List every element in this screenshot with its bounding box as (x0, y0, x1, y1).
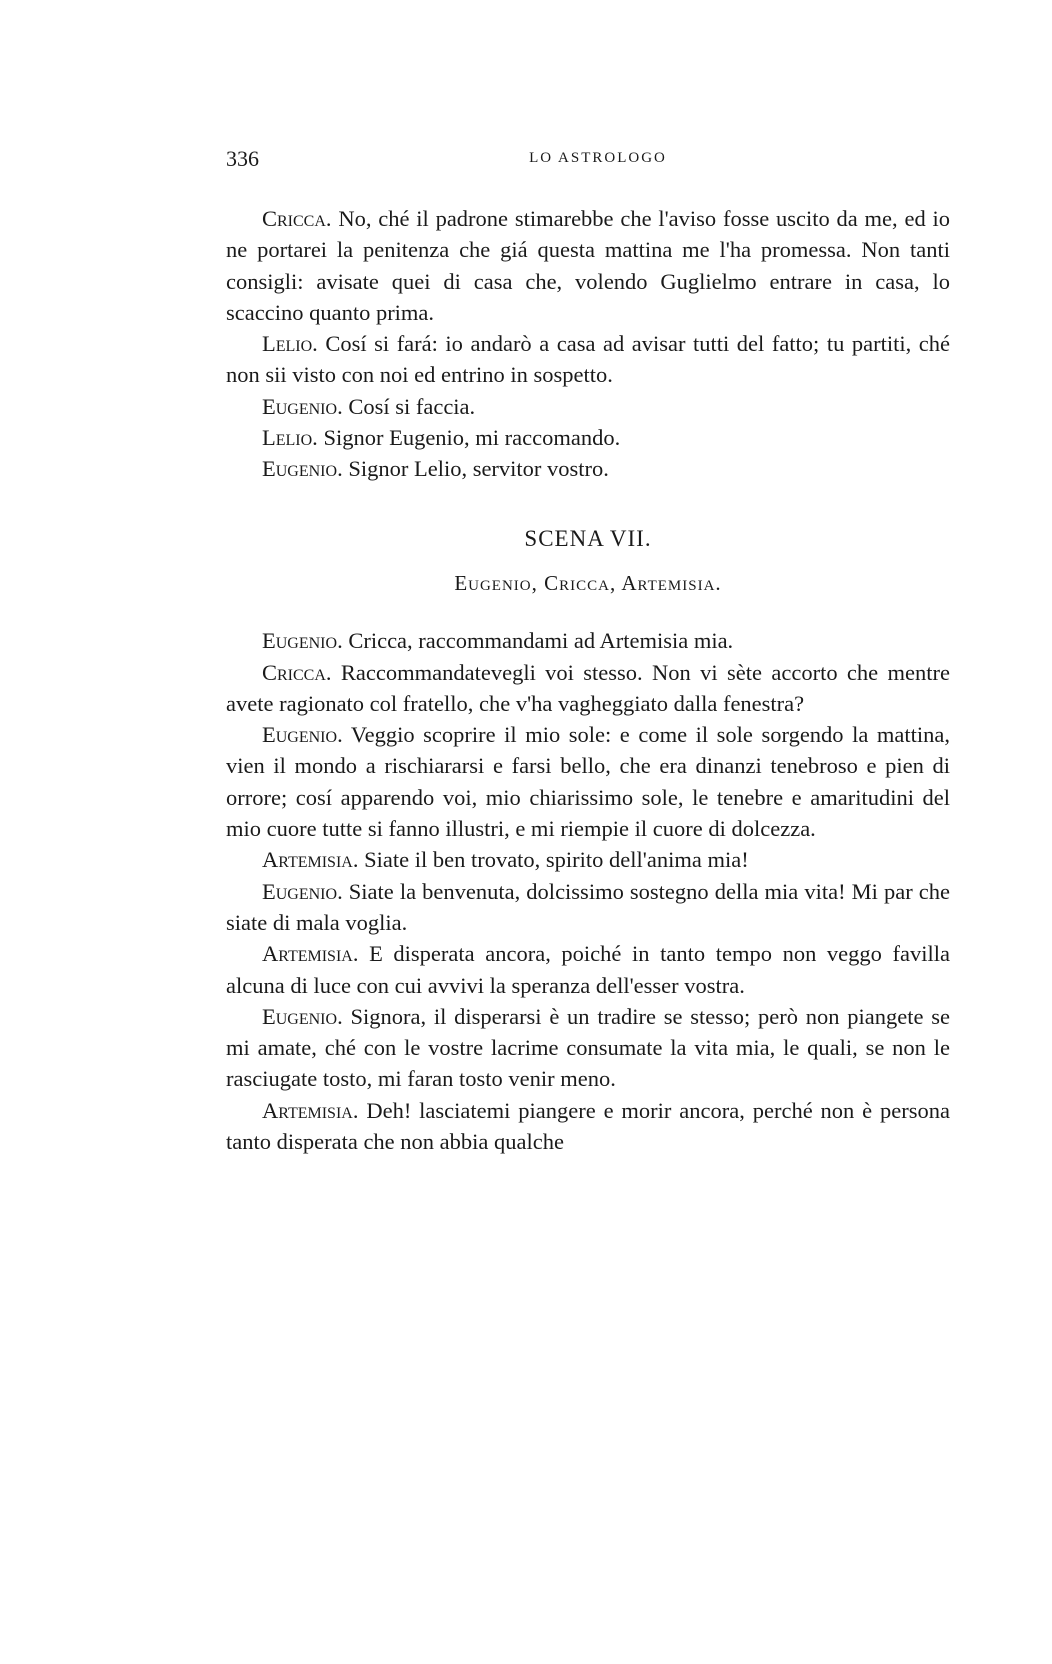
running-title: LO ASTROLOGO (529, 150, 667, 166)
speaker-name: Lelio. (262, 331, 318, 357)
scene-characters: Eugenio, Cricca, Artemisia. (454, 570, 722, 595)
dialogue-line (226, 938, 950, 1001)
speaker-name: Lelio. (262, 425, 318, 451)
speech-text: Veggio scoprire il mio sole: e come il sole sorgendo la mattina, vien il mondo a rischiararsi e farsi bello, che era dinanzi tenebroso e pien di orrore; cosí apparendo voi, mio chiarissimo sole, le tenebre e amaritudini del mio cuore tutte si fanno illustri, e mi riempie il cuore di dolcezza. (226, 722, 950, 842)
scene-heading: SCENA VII. (524, 525, 652, 551)
speech-text: E disperata ancora, poiché in tanto tempo non veggo favilla alcuna di luce con cui avvivi la speranza dell'esser vostra. (226, 941, 950, 998)
dialogue-line (226, 876, 950, 939)
speaker-name: Artemisia. (262, 1097, 359, 1123)
speech-text: Cricca, raccommandami ad Artemisia mia. (342, 628, 734, 654)
page-number: 336 (226, 146, 259, 171)
speech-text: Cosí si fará: io andarò a casa ad avisar tutti del fatto; tu partiti, ché non sii visto con noi ed entrino in sospetto. (226, 331, 950, 388)
dialogue-line (226, 391, 950, 422)
dialogue-line (226, 625, 950, 656)
speech-text: Siate la benvenuta, dolcissimo sostegno della mia vita! Mi par che siate di mala voglia. (226, 878, 950, 935)
page-header (226, 146, 950, 176)
speaker-name: Eugenio. (262, 456, 343, 482)
dialogue-line (226, 328, 950, 391)
speaker-name: Eugenio. (262, 393, 343, 419)
speaker-name: Eugenio. (262, 1003, 343, 1029)
dialogue-line (226, 657, 950, 720)
dialogue-line (226, 844, 950, 875)
speaker-name: Cricca. (262, 206, 332, 231)
speaker-name: Eugenio. (262, 628, 343, 654)
dialogue-line (226, 1095, 950, 1158)
dialogue-line (226, 422, 950, 453)
speaker-name: Eugenio. (262, 878, 343, 904)
dialogue-line (226, 453, 950, 484)
speech-text: Signor Eugenio, mi raccomando. (317, 425, 621, 451)
speech-text: Deh! lasciatemi piangere e morir ancora, perché non è persona tanto disperata che non abbia qualche (226, 1097, 950, 1155)
speaker-name: Cricca. (262, 659, 332, 685)
speech-text: Siate il ben trovato, spirito dell'anima mia! (358, 847, 749, 873)
page-body (226, 203, 950, 1157)
speech-text: Signor Lelio, servitor vostro. (342, 456, 609, 482)
speech-text: No, ché il padrone stimarebbe che l'aviso fosse uscito da me, ed io ne portarei la penitenza che giá questa mattina me l'ha promessa. Non tanti consigli: avisate quei di casa che, volendo Guglielmo entrare in casa, lo scaccino quanto prima. (226, 206, 950, 325)
speech-text: Cosí si faccia. (342, 393, 476, 419)
speaker-name: Eugenio. (262, 722, 343, 748)
speech-text: Signora, il disperarsi è un tradire se stesso; però non piangete se mi amate, ché con le vostre lacrime consumate la vita mia, le quali, se non le rasciugate tosto, mi faran tosto venir meno. (226, 1003, 950, 1092)
speaker-name: Artemisia. (262, 847, 359, 873)
dialogue-line (226, 1001, 950, 1095)
speech-text: Raccommandatevegli voi stesso. Non vi sète accorto che mentre avete ragionato col fratello, che v'ha vagheggiato dalla fenestra? (226, 659, 950, 716)
dialogue-line (226, 203, 950, 328)
dialogue-line (226, 719, 950, 844)
speaker-name: Artemisia. (262, 941, 359, 967)
